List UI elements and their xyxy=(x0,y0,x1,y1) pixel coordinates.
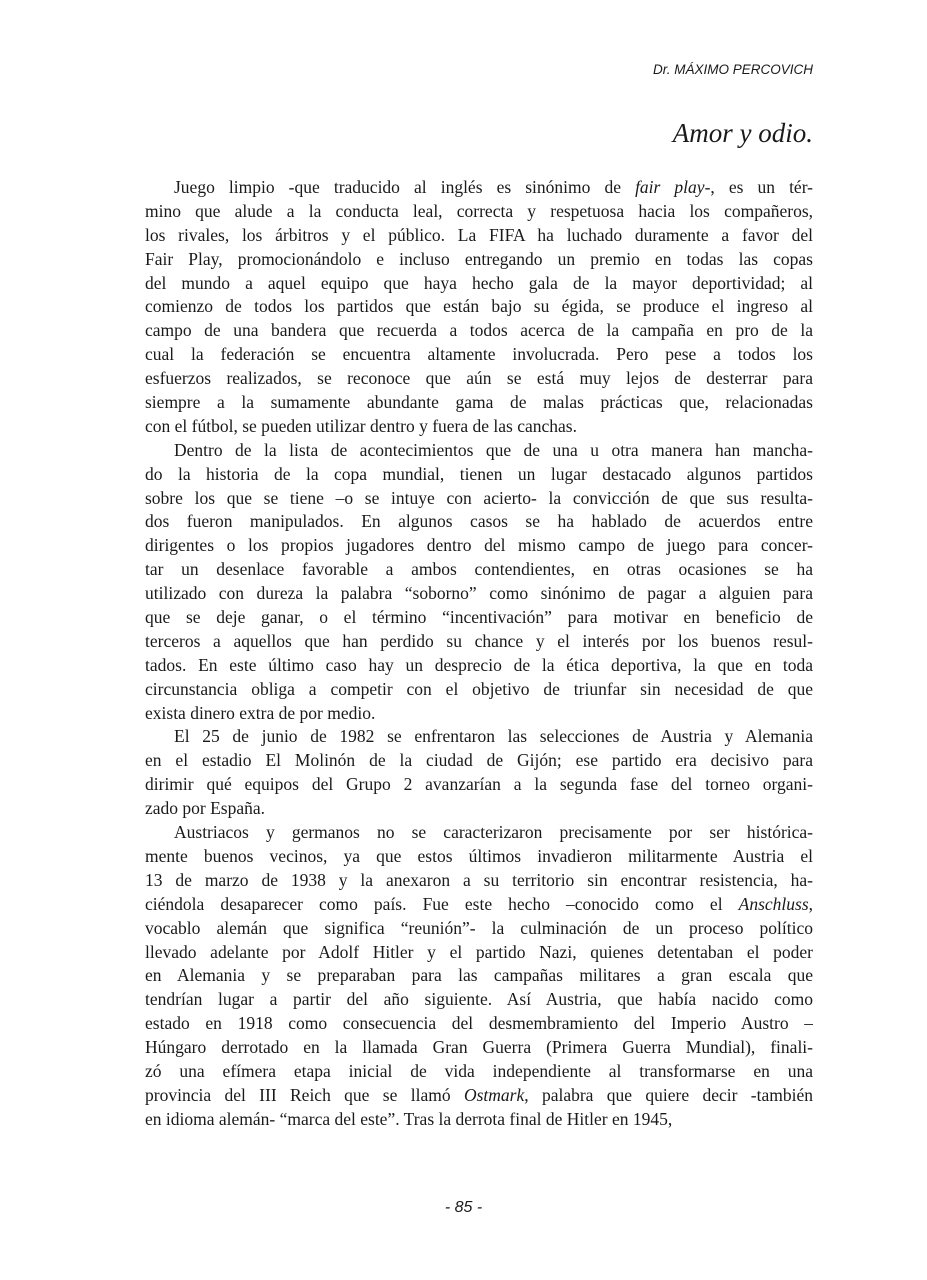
text-line: Juego limpio -que traducido al inglés es sinónimo de fair play-, es un tér- xyxy=(174,177,813,197)
text-line: mino que alude a la conducta leal, correcta y respetuosa hacia los compañeros, xyxy=(145,200,813,221)
text-line: provincia del III Reich que se llamó Ostmark, palabra que quiere decir -también xyxy=(145,1084,813,1105)
text-line: circunstancia obliga a competir con el objetivo de triunfar sin necesidad de que xyxy=(145,678,813,699)
text-line: esfuerzos realizados, se reconoce que aún se está muy lejos de desterrar para xyxy=(145,368,813,389)
text-line: zó una efímera etapa inicial de vida independiente al transformarse en una xyxy=(145,1060,813,1081)
text-line: vocablo alemán que significa “reunión”- la culminación de un proceso político xyxy=(145,917,813,938)
italic-term: fair play xyxy=(635,177,705,197)
italic-term: Anschluss xyxy=(738,893,809,914)
text-line: con el fútbol, se pueden utilizar dentro y fuera de las canchas. xyxy=(145,415,577,436)
paragraph xyxy=(145,725,813,821)
text-line: terceros a aquellos que han perdido su chance y el interés por los buenos resul- xyxy=(145,630,813,651)
text-line: tendrían lugar a partir del año siguiente. Así Austria, que había nacido como xyxy=(145,989,813,1010)
text-line: 13 de marzo de 1938 y la anexaron a su territorio sin encontrar resistencia, ha- xyxy=(145,869,813,890)
text-line: sobre los que se tiene –o se intuye con acierto- la convicción de que sus resulta- xyxy=(145,487,813,508)
text-line: Húngaro derrotado en la llamada Gran Guerra (Primera Guerra Mundial), finali- xyxy=(145,1037,813,1058)
text-line: llevado adelante por Adolf Hitler y el partido Nazi, quienes detentaban el poder xyxy=(145,941,813,962)
text-line: Dentro de la lista de acontecimientos que de una u otra manera han mancha- xyxy=(174,439,813,460)
paragraph xyxy=(145,176,813,439)
text-line: en Alemania y se preparaban para las campañas militares a gran escala que xyxy=(145,965,813,986)
text-line: dos fueron manipulados. En algunos casos se ha hablado de acuerdos entre xyxy=(145,511,813,532)
text-line: los rivales, los árbitros y el público. La FIFA ha luchado duramente a favor del xyxy=(145,224,813,245)
text-line: que se deje ganar, o el término “incentivación” para motivar en beneficio de xyxy=(145,607,813,628)
paragraph xyxy=(145,821,813,1132)
running-head-author: Dr. MÁXIMO PERCOVICH xyxy=(652,62,813,77)
text-line: en idioma alemán- “marca del este”. Tras la derrota final de Hitler en 1945, xyxy=(145,1108,673,1129)
text-line: Fair Play, promocionándolo e incluso entregando un premio en todas las copas xyxy=(145,248,813,269)
italic-term: Ostmark xyxy=(463,1084,525,1105)
text-line: utilizado con dureza la palabra “soborno” como sinónimo de pagar a alguien para xyxy=(145,583,813,604)
text-line: comienzo de todos los partidos que están bajo su égida, se produce el ingreso al xyxy=(145,296,813,317)
text-line: campo de una bandera que recuerda a todos acerca de la campaña en pro de la xyxy=(145,320,813,341)
text-line: zado por España. xyxy=(145,798,266,819)
text-line: ciéndola desaparecer como país. Fue este hecho –conocido como el Anschluss, xyxy=(145,893,813,914)
text-line: tados. En este último caso hay un desprecio de la ética deportiva, la que en toda xyxy=(145,654,813,675)
text-line: mente buenos vecinos, ya que estos últimos invadieron militarmente Austria el xyxy=(145,845,813,866)
text-line: del mundo a aquel equipo que haya hecho gala de la mayor deportividad; al xyxy=(145,272,813,293)
text-line: exista dinero extra de por medio. xyxy=(145,702,376,723)
text-line: dirimir qué equipos del Grupo 2 avanzarían a la segunda fase del torneo organi- xyxy=(145,774,813,795)
body-text xyxy=(145,176,813,1132)
text-line: estado en 1918 como consecuencia del desmembramiento del Imperio Austro – xyxy=(145,1013,813,1034)
text-line: dirigentes o los propios jugadores dentro del mismo campo de juego para concer- xyxy=(145,535,813,556)
chapter-title: Amor y odio. xyxy=(672,118,813,148)
text-line: cual la federación se encuentra altamente involucrada. Pero pese a todos los xyxy=(145,344,813,365)
text-line: tar un desenlace favorable a ambos contendientes, en otras ocasiones se ha xyxy=(145,559,813,580)
page-number: - 85 - xyxy=(444,1199,483,1216)
text-line: Austriacos y germanos no se caracterizaron precisamente por ser históricа- xyxy=(174,822,813,843)
text-line: do la historia de la copa mundial, tienen un lugar destacado algunos partidos xyxy=(145,463,813,484)
text-line: El 25 de junio de 1982 se enfrentaron las selecciones de Austria y Alemania xyxy=(174,726,813,747)
text-line: en el estadio El Molinón de la ciudad de Gijón; ese partido era decisivo para xyxy=(145,750,813,771)
text-line: siempre a la sumamente abundante gama de malas prácticas que, relacionadas xyxy=(145,392,813,413)
paragraph xyxy=(145,439,813,726)
